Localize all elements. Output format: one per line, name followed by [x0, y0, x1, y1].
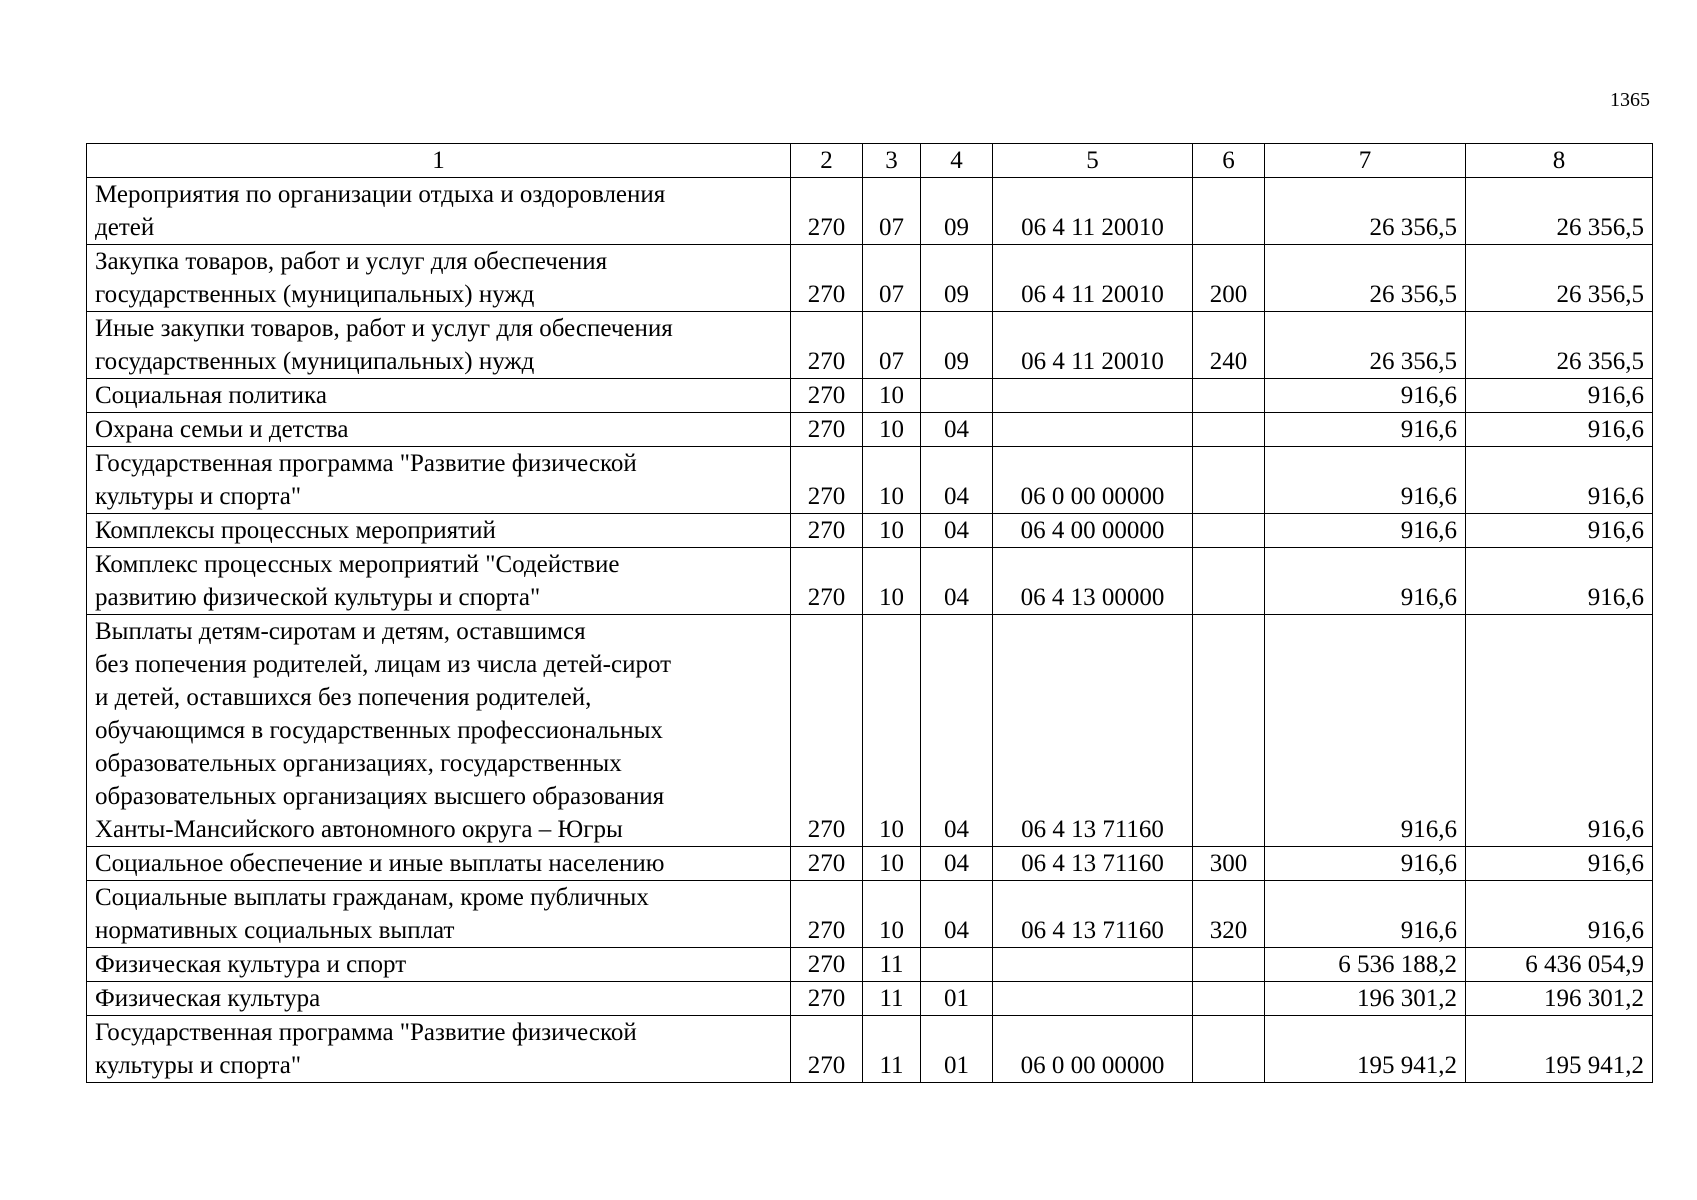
cell-col-5: 06 0 00 00000 — [993, 1016, 1193, 1083]
cell-col-8: 916,6 — [1466, 413, 1653, 447]
cell-col-7: 916,6 — [1265, 847, 1466, 881]
cell-col-3: 10 — [863, 447, 921, 514]
table-body — [87, 178, 1653, 1083]
cell-col-6: 300 — [1193, 847, 1265, 881]
cell-col-5: 06 4 11 20010 — [993, 178, 1193, 245]
row-name-text: Иные закупки товаров, работ и услуг для обеспечения государственных (муниципальных) нужд — [95, 315, 673, 375]
cell-col-6 — [1193, 178, 1265, 245]
table-row — [87, 379, 1653, 413]
cell-col-2: 270 — [791, 447, 863, 514]
cell-col-6 — [1193, 548, 1265, 615]
cell-col-3: 10 — [863, 548, 921, 615]
cell-col-2: 270 — [791, 982, 863, 1016]
cell-col-4 — [921, 948, 993, 982]
header-cell-8: 8 — [1466, 144, 1653, 178]
table-row — [87, 982, 1653, 1016]
cell-name — [87, 982, 791, 1016]
cell-col-2: 270 — [791, 178, 863, 245]
cell-col-2: 270 — [791, 881, 863, 948]
table-row — [87, 312, 1653, 379]
cell-col-8: 26 356,5 — [1466, 312, 1653, 379]
row-name-text: Государственная программа "Развитие физической культуры и спорта" — [95, 450, 637, 510]
cell-col-7: 916,6 — [1265, 514, 1466, 548]
cell-col-5: 06 4 13 71160 — [993, 847, 1193, 881]
cell-col-6 — [1193, 1016, 1265, 1083]
cell-name — [87, 413, 791, 447]
cell-col-2: 270 — [791, 312, 863, 379]
cell-col-5: 06 4 11 20010 — [993, 245, 1193, 312]
cell-name — [87, 615, 791, 847]
row-name-text: Физическая культура и спорт — [95, 951, 407, 978]
cell-col-8: 916,6 — [1466, 514, 1653, 548]
cell-col-8: 26 356,5 — [1466, 178, 1653, 245]
table-row — [87, 881, 1653, 948]
cell-col-2: 270 — [791, 548, 863, 615]
cell-name — [87, 447, 791, 514]
row-name-text: Комплекс процессных мероприятий "Содействие развитию физической культуры и спорта" — [95, 551, 620, 611]
cell-col-7: 195 941,2 — [1265, 1016, 1466, 1083]
cell-col-2: 270 — [791, 514, 863, 548]
cell-col-8: 6 436 054,9 — [1466, 948, 1653, 982]
row-name-text: Охрана семьи и детства — [95, 416, 349, 443]
cell-col-6 — [1193, 615, 1265, 847]
cell-col-5 — [993, 379, 1193, 413]
row-name-text: Закупка товаров, работ и услуг для обеспечения государственных (муниципальных) нужд — [95, 248, 608, 308]
cell-name — [87, 245, 791, 312]
row-name-text: Физическая культура — [95, 985, 321, 1012]
table-row — [87, 1016, 1653, 1083]
cell-col-7: 6 536 188,2 — [1265, 948, 1466, 982]
cell-col-5 — [993, 948, 1193, 982]
cell-col-4: 04 — [921, 881, 993, 948]
cell-col-5: 06 4 13 00000 — [993, 548, 1193, 615]
row-name-text: Государственная программа "Развитие физической культуры и спорта" — [95, 1019, 637, 1079]
cell-col-6 — [1193, 982, 1265, 1016]
table-row — [87, 178, 1653, 245]
cell-col-3: 10 — [863, 881, 921, 948]
cell-col-2: 270 — [791, 847, 863, 881]
header-row — [87, 144, 1653, 178]
budget-table — [86, 143, 1653, 1083]
cell-col-4: 04 — [921, 514, 993, 548]
cell-col-4: 09 — [921, 312, 993, 379]
row-name-text: Социальные выплаты гражданам, кроме публичных нормативных социальных выплат — [95, 884, 649, 944]
cell-col-4: 04 — [921, 615, 993, 847]
cell-col-7: 916,6 — [1265, 548, 1466, 615]
cell-col-8: 916,6 — [1466, 447, 1653, 514]
page-number: 1365 — [1610, 89, 1650, 111]
cell-col-5: 06 4 11 20010 — [993, 312, 1193, 379]
table-header — [87, 144, 1653, 178]
table-row — [87, 948, 1653, 982]
cell-name — [87, 514, 791, 548]
table-row — [87, 245, 1653, 312]
table-row — [87, 615, 1653, 847]
cell-name — [87, 1016, 791, 1083]
cell-col-3: 07 — [863, 245, 921, 312]
cell-col-7: 916,6 — [1265, 881, 1466, 948]
cell-col-2: 270 — [791, 615, 863, 847]
cell-col-6 — [1193, 379, 1265, 413]
cell-col-4: 04 — [921, 413, 993, 447]
cell-col-8: 916,6 — [1466, 548, 1653, 615]
cell-col-4: 09 — [921, 245, 993, 312]
cell-col-6: 320 — [1193, 881, 1265, 948]
cell-col-7: 916,6 — [1265, 413, 1466, 447]
cell-col-7: 26 356,5 — [1265, 245, 1466, 312]
cell-col-3: 10 — [863, 615, 921, 847]
cell-col-2: 270 — [791, 1016, 863, 1083]
cell-col-5: 06 4 13 71160 — [993, 881, 1193, 948]
cell-col-7: 196 301,2 — [1265, 982, 1466, 1016]
cell-col-2: 270 — [791, 379, 863, 413]
cell-name — [87, 312, 791, 379]
header-cell-6: 6 — [1193, 144, 1265, 178]
row-name-text: Комплексы процессных мероприятий — [95, 517, 496, 544]
cell-col-3: 11 — [863, 1016, 921, 1083]
header-cell-7: 7 — [1265, 144, 1466, 178]
cell-name — [87, 881, 791, 948]
table-row — [87, 847, 1653, 881]
cell-col-2: 270 — [791, 245, 863, 312]
cell-col-7: 26 356,5 — [1265, 312, 1466, 379]
cell-name — [87, 948, 791, 982]
cell-col-5 — [993, 413, 1193, 447]
table-row — [87, 447, 1653, 514]
cell-col-8: 916,6 — [1466, 847, 1653, 881]
cell-col-7: 916,6 — [1265, 379, 1466, 413]
cell-col-8: 916,6 — [1466, 379, 1653, 413]
cell-col-7: 916,6 — [1265, 447, 1466, 514]
table-row — [87, 413, 1653, 447]
header-cell-4: 4 — [921, 144, 993, 178]
header-cell-5: 5 — [993, 144, 1193, 178]
cell-col-5 — [993, 982, 1193, 1016]
cell-col-6: 200 — [1193, 245, 1265, 312]
cell-col-7: 26 356,5 — [1265, 178, 1466, 245]
cell-col-6 — [1193, 948, 1265, 982]
cell-name — [87, 548, 791, 615]
cell-col-4: 04 — [921, 447, 993, 514]
cell-col-4: 09 — [921, 178, 993, 245]
cell-col-4: 04 — [921, 847, 993, 881]
header-cell-2: 2 — [791, 144, 863, 178]
cell-col-6 — [1193, 447, 1265, 514]
cell-col-6 — [1193, 514, 1265, 548]
cell-col-8: 916,6 — [1466, 881, 1653, 948]
cell-col-5: 06 4 13 71160 — [993, 615, 1193, 847]
header-cell-3: 3 — [863, 144, 921, 178]
cell-col-3: 11 — [863, 948, 921, 982]
row-name-text: Мероприятия по организации отдыха и оздоровления детей — [95, 181, 666, 241]
cell-col-3: 07 — [863, 178, 921, 245]
cell-col-3: 10 — [863, 514, 921, 548]
row-name-text: Социальное обеспечение и иные выплаты населению — [95, 850, 665, 877]
cell-col-3: 11 — [863, 982, 921, 1016]
cell-col-3: 10 — [863, 379, 921, 413]
row-name-text: Социальная политика — [95, 382, 327, 409]
table-row — [87, 548, 1653, 615]
cell-col-3: 07 — [863, 312, 921, 379]
cell-col-4 — [921, 379, 993, 413]
cell-col-7: 916,6 — [1265, 615, 1466, 847]
cell-col-5: 06 4 00 00000 — [993, 514, 1193, 548]
cell-col-5: 06 0 00 00000 — [993, 447, 1193, 514]
cell-name — [87, 379, 791, 413]
cell-name — [87, 847, 791, 881]
cell-col-4: 01 — [921, 1016, 993, 1083]
cell-col-8: 196 301,2 — [1466, 982, 1653, 1016]
header-cell-1: 1 — [87, 144, 791, 178]
cell-col-6 — [1193, 413, 1265, 447]
cell-col-3: 10 — [863, 413, 921, 447]
cell-col-2: 270 — [791, 413, 863, 447]
cell-col-4: 01 — [921, 982, 993, 1016]
cell-col-8: 195 941,2 — [1466, 1016, 1653, 1083]
table-row — [87, 514, 1653, 548]
cell-name — [87, 178, 791, 245]
cell-col-8: 26 356,5 — [1466, 245, 1653, 312]
cell-col-3: 10 — [863, 847, 921, 881]
cell-col-4: 04 — [921, 548, 993, 615]
cell-col-6: 240 — [1193, 312, 1265, 379]
row-name-text: Выплаты детям-сиротам и детям, оставшимся без попечения родителей, лицам из числа детей-сирот и детей, оставшихся без попечения родителей, обучающимся в государственных профессиональных образовательных организациях, государственных образовательных организациях высшего образования Ханты-Мансийского автономного округа – Югры — [95, 618, 672, 843]
cell-col-8: 916,6 — [1466, 615, 1653, 847]
cell-col-2: 270 — [791, 948, 863, 982]
